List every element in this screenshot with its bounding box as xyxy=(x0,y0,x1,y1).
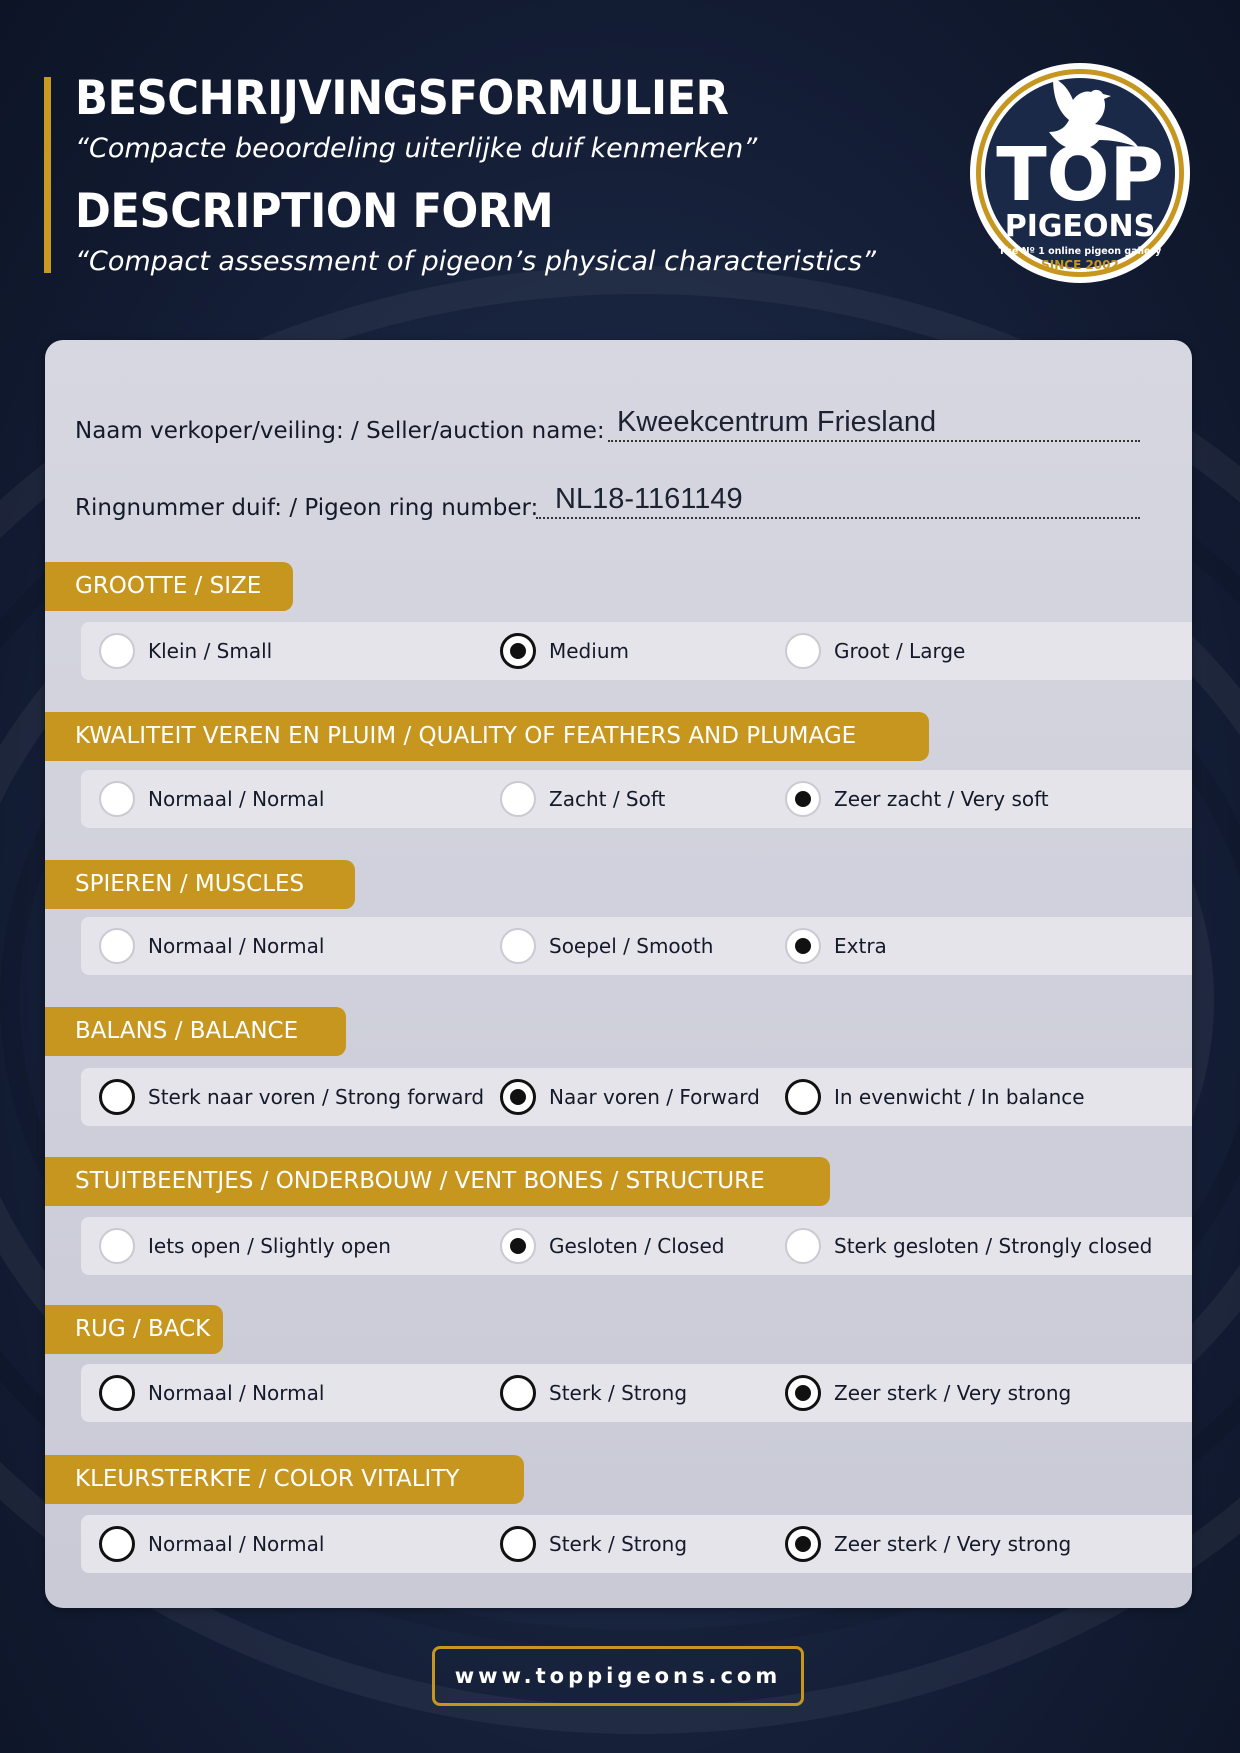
radio-button[interactable] xyxy=(500,1375,536,1411)
radio-button-selected[interactable] xyxy=(785,928,821,964)
seller-label: Naam verkoper/veiling: / Seller/auction name: xyxy=(75,418,605,444)
radio-button-selected[interactable] xyxy=(785,1526,821,1562)
option-size-small[interactable] xyxy=(99,622,272,680)
seller-field[interactable] xyxy=(75,403,1140,443)
radio-button[interactable] xyxy=(99,633,135,669)
section-header-balance: BALANS / BALANCE xyxy=(45,1007,346,1056)
option-back-normal[interactable] xyxy=(99,1364,324,1422)
radio-button[interactable] xyxy=(500,928,536,964)
radio-button[interactable] xyxy=(99,1228,135,1264)
option-color-normal[interactable] xyxy=(99,1515,324,1573)
radio-button-selected[interactable] xyxy=(785,1375,821,1411)
website-link[interactable]: www.toppigeons.com xyxy=(432,1646,804,1706)
option-label: Zeer zacht / Very soft xyxy=(834,787,1049,811)
header-accent-bar xyxy=(44,77,51,273)
subtitle-english: “Compact assessment of pigeon’s physical characteristics” xyxy=(75,246,876,277)
options-row-back xyxy=(81,1364,1192,1422)
option-color-very-strong[interactable] xyxy=(785,1515,1071,1573)
top-pigeons-logo xyxy=(965,48,1195,288)
seller-underline xyxy=(608,440,1140,442)
option-size-large[interactable] xyxy=(785,622,965,680)
option-label: Normaal / Normal xyxy=(148,787,325,811)
option-muscles-extra[interactable] xyxy=(785,917,887,975)
radio-button-selected[interactable] xyxy=(500,633,536,669)
ring-number-underline xyxy=(536,517,1140,519)
option-vent-strongly-closed[interactable] xyxy=(785,1217,1152,1275)
option-feathers-very-soft[interactable] xyxy=(785,770,1049,828)
option-balance-in-balance[interactable] xyxy=(785,1068,1085,1126)
radio-button[interactable] xyxy=(785,1228,821,1264)
section-header-feathers: KWALITEIT VEREN EN PLUIM / QUALITY OF FEATHERS AND PLUMAGE xyxy=(45,712,929,761)
option-label: Sterk / Strong xyxy=(549,1381,688,1405)
option-label: In evenwicht / In balance xyxy=(834,1085,1085,1109)
option-vent-slightly-open[interactable] xyxy=(99,1217,391,1275)
options-row-color-vitality xyxy=(81,1515,1192,1573)
radio-button[interactable] xyxy=(785,633,821,669)
logo-top-text: TOP xyxy=(996,132,1164,218)
options-row-vent-bones xyxy=(81,1217,1192,1275)
section-header-color-vitality: KLEURSTERKTE / COLOR VITALITY xyxy=(45,1455,524,1504)
option-label: Klein / Small xyxy=(148,639,273,663)
options-row-muscles xyxy=(81,917,1192,975)
options-row-balance xyxy=(81,1068,1192,1126)
option-label: Zacht / Soft xyxy=(549,787,666,811)
option-back-very-strong[interactable] xyxy=(785,1364,1071,1422)
radio-button-selected[interactable] xyxy=(500,1079,536,1115)
option-label: Naar voren / Forward xyxy=(549,1085,760,1109)
radio-button-selected[interactable] xyxy=(500,1228,536,1264)
option-label: Extra xyxy=(834,934,887,958)
logo-since: SINCE 2002 xyxy=(1041,258,1119,272)
option-label: Sterk / Strong xyxy=(549,1532,688,1556)
ring-number-field[interactable] xyxy=(75,480,1140,520)
option-feathers-normal[interactable] xyxy=(99,770,324,828)
option-label: Normaal / Normal xyxy=(148,1532,325,1556)
option-back-strong[interactable] xyxy=(500,1364,687,1422)
section-header-back: RUG / BACK xyxy=(45,1305,223,1354)
option-label: Zeer sterk / Very strong xyxy=(834,1381,1072,1405)
option-balance-forward[interactable] xyxy=(500,1068,760,1126)
ring-number-value[interactable]: NL18-1161149 xyxy=(555,483,743,515)
logo-brand-text: PIGEONS xyxy=(1004,209,1156,244)
radio-button[interactable] xyxy=(99,781,135,817)
subtitle-dutch: “Compacte beoordeling uiterlijke duif kenmerken” xyxy=(75,133,758,164)
seller-value[interactable]: Kweekcentrum Friesland xyxy=(617,406,937,438)
option-label: Normaal / Normal xyxy=(148,934,325,958)
section-header-vent-bones: STUITBEENTJES / ONDERBOUW / VENT BONES / STRUCTURE xyxy=(45,1157,830,1206)
option-label: Medium xyxy=(549,639,629,663)
radio-button[interactable] xyxy=(99,928,135,964)
section-header-muscles: SPIEREN / MUSCLES xyxy=(45,860,355,909)
option-color-strong[interactable] xyxy=(500,1515,687,1573)
radio-button[interactable] xyxy=(500,781,536,817)
radio-button[interactable] xyxy=(785,1079,821,1115)
options-row-feathers xyxy=(81,770,1192,828)
option-label: Zeer sterk / Very strong xyxy=(834,1532,1072,1556)
option-label: Groot / Large xyxy=(834,639,966,663)
radio-button[interactable] xyxy=(99,1526,135,1562)
logo-tagline: The Nº 1 online pigeon gallery xyxy=(998,246,1162,257)
option-vent-closed[interactable] xyxy=(500,1217,724,1275)
option-label: Iets open / Slightly open xyxy=(148,1234,391,1258)
title-english: DESCRIPTION FORM xyxy=(75,184,554,239)
option-balance-strong-forward[interactable] xyxy=(99,1068,484,1126)
ring-number-label: Ringnummer duif: / Pigeon ring number: xyxy=(75,495,539,521)
option-muscles-normal[interactable] xyxy=(99,917,324,975)
options-row-size xyxy=(81,622,1192,680)
option-muscles-smooth[interactable] xyxy=(500,917,713,975)
option-label: Gesloten / Closed xyxy=(549,1234,725,1258)
option-size-medium[interactable] xyxy=(500,622,629,680)
title-dutch: BESCHRIJVINGSFORMULIER xyxy=(75,71,729,126)
option-label: Sterk gesloten / Strongly closed xyxy=(834,1234,1153,1258)
radio-button[interactable] xyxy=(500,1526,536,1562)
option-label: Soepel / Smooth xyxy=(549,934,714,958)
option-feathers-soft[interactable] xyxy=(500,770,665,828)
radio-button[interactable] xyxy=(99,1079,135,1115)
section-header-size: GROOTTE / SIZE xyxy=(45,562,293,611)
radio-button-selected[interactable] xyxy=(785,781,821,817)
option-label: Sterk naar voren / Strong forward xyxy=(148,1085,485,1109)
option-label: Normaal / Normal xyxy=(148,1381,325,1405)
radio-button[interactable] xyxy=(99,1375,135,1411)
